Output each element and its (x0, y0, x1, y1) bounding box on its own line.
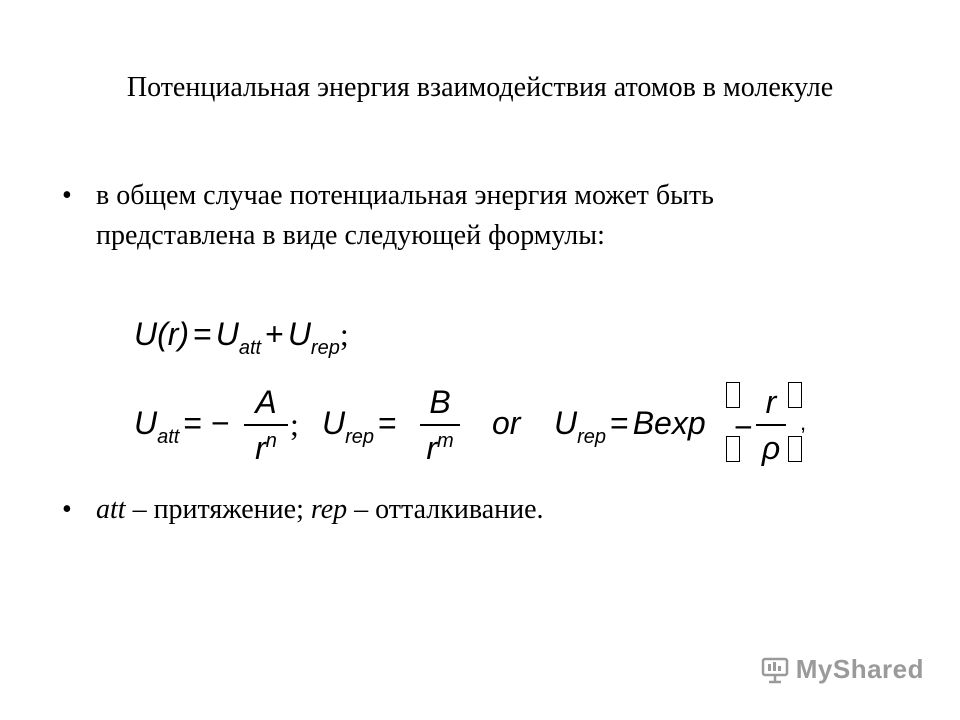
formula-equals: = (610, 405, 629, 441)
formula-semicolon: ; (290, 406, 299, 442)
missing-glyph-box (726, 382, 740, 408)
formula-minus: − (734, 409, 753, 445)
missing-glyph-box (788, 436, 802, 462)
formula-b-exp: Bexp (632, 405, 706, 441)
fraction-a-over-r-n (244, 384, 288, 471)
formula-u-rep-power (322, 405, 401, 448)
watermark-text: MyShared (795, 654, 924, 684)
formula-plus: + (265, 316, 284, 352)
abbr-att: att (96, 494, 126, 525)
denominator-r: r (255, 430, 266, 466)
formula-u: U (215, 316, 239, 352)
formula-potential-sum (134, 316, 349, 359)
bullet-marker: • (62, 494, 72, 525)
formula-subscript-rep: rep (345, 426, 375, 448)
formula-semicolon: ; (339, 316, 349, 352)
formula-subscript-att: att (238, 337, 262, 359)
formula-subscript-att: att (157, 426, 180, 448)
formula-u-att (134, 405, 234, 448)
formula-equals-minus: = − (183, 405, 230, 441)
numerator-a: A (255, 384, 277, 420)
fraction-r-over-rho (756, 384, 786, 466)
fraction-bar (244, 424, 288, 426)
formula-u: U (134, 405, 158, 441)
formula-u-of-r: U(r) (134, 316, 190, 352)
fraction-bar (756, 424, 786, 426)
formula-or: or (492, 405, 521, 441)
formula-subscript-rep: rep (577, 426, 607, 448)
numerator-b: B (429, 384, 451, 420)
formula-comma: , (800, 410, 807, 435)
exponent-m: m (436, 430, 454, 452)
bullet-marker: • (62, 180, 72, 211)
bullet-text-general-case (96, 176, 856, 256)
abbr-att-meaning: – притяжение; (125, 494, 311, 525)
fraction-b-over-r-m (420, 384, 460, 471)
abbr-rep-meaning: – отталкивание. (347, 494, 544, 525)
denominator-r-n (244, 430, 288, 471)
presentation-board-icon (760, 655, 790, 685)
formula-u: U (322, 405, 346, 441)
formula-equals: = (193, 316, 212, 352)
formula-u: U (287, 316, 311, 352)
bullet-line-2: представлена в виде следующей формулы: (96, 220, 605, 251)
bullet-line-1: в общем случае потенциальная энергия может быть (96, 180, 714, 211)
bullet-text-abbreviations (96, 490, 856, 530)
numerator-r: r (765, 384, 777, 420)
abbr-rep: rep (310, 494, 348, 525)
exponent-n: n (265, 430, 277, 452)
formula-equals: = (378, 405, 397, 441)
slide-title: Потенциальная энергия взаимодействия атомов в молекуле (126, 72, 834, 103)
formula-subscript-rep: rep (310, 337, 340, 359)
formula-u: U (554, 405, 578, 441)
denominator-r: r (426, 430, 437, 466)
myshared-watermark (760, 654, 924, 685)
denominator-rho: ρ (761, 430, 781, 466)
fraction-bar (420, 424, 460, 426)
denominator-r-m (420, 430, 460, 471)
missing-glyph-box (788, 382, 802, 408)
formula-u-rep-exp (554, 405, 706, 448)
